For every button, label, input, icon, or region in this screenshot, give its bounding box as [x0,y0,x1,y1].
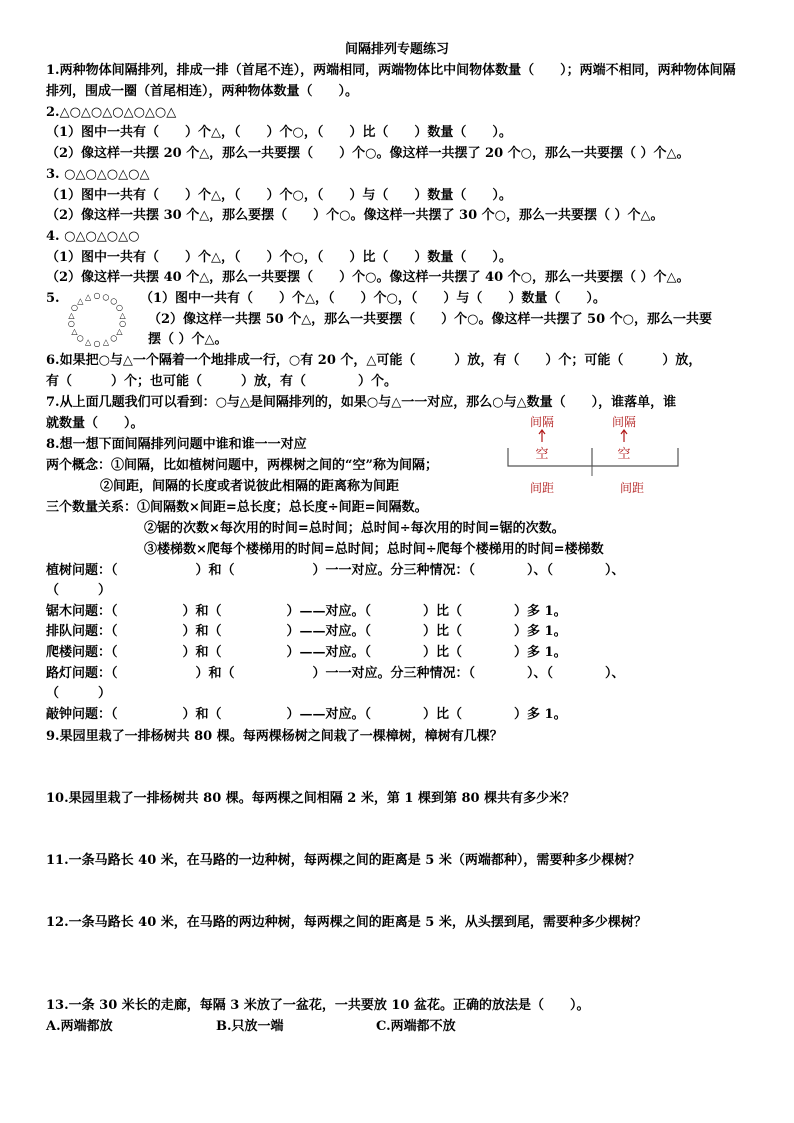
wood-sawing-row: 锯木问题：（ ）和（ ）——对应。（ ）比（ ）多 1。 [46,604,567,619]
q5-part2-line2: 摆（ ）个△。 [148,332,228,347]
q4-part2: （2）像这样一共摆 40 个△，那么一共要摆（ ）个○。像这样一共摆了 40 个○，那么一共要摆（ ）个△。 [46,270,690,285]
queue-row: 排队问题：（ ）和（ ）——对应。（ ）比（ ）多 1。 [46,624,567,639]
ring-symbol: △ [116,327,123,336]
ring-symbol: ○ [119,319,127,329]
q2-pattern: 2.△○△○△○△○△○△ [46,105,177,120]
ring-symbol: △ [71,327,78,336]
diagram-baseline [508,448,678,466]
ring-symbol: △ [85,292,92,302]
diagram-label-distance-2: 间距 [619,481,645,495]
ring-symbol: ○ [93,291,101,300]
street-light-row-cont: （ ） [46,686,112,701]
bell-ringing-row: 敲钟问题：（ ）和（ ）——对应。（ ）比（ ）多 1。 [46,707,567,722]
diagram-label-space-2: 空 [617,447,631,462]
q5-ring-figure [66,290,128,348]
q8-concept-2: ②间距，间隔的长度或者说彼此相隔的距离称为间距 [100,479,400,494]
question-9: 9.果园里栽了一排杨树共 80 棵。每两棵杨树之间栽了一棵樟树，樟树有几棵？ [46,729,503,744]
q5-part1: （1）图中一共有（ ）个△，（ ）个○，（ ）与（ ）数量（ ）。 [140,291,606,306]
q3-pattern: 3. ○△○△○△○△ [46,167,150,182]
diagram-label-distance-1: 间距 [529,481,555,495]
q3-part2: （2）像这样一共摆 30 个△，那么要摆（ ）个○。像这样一共摆了 30 个○，那么一共要摆（ ）个△。 [46,208,664,223]
ring-symbol: ○ [93,339,101,348]
interval-diagram [504,412,682,498]
ring-symbol: ○ [116,303,123,312]
street-light-row: 路灯问题：（ ）和（ ）一一对应。分三种情况：（ ）、（ ）、 [46,666,625,681]
q8-relation-1: 三个数量关系：①间隔数×间距=总长度；总长度÷间距=间隔数。 [46,500,428,515]
q8-relation-3: ③楼梯数×爬每个楼梯用的时间=总时间；总时间÷爬每个楼梯用的时间=楼梯数 [144,542,604,557]
q6-line1: 6.如果把○与△一个隔着一个地排成一行，○有 20 个，△可能（ ）放，有（ ）个；可能（ ）放， [46,353,702,368]
question-11: 11.一条马路长 40 米，在马路的一边种树，每两棵之间的距离是 5 米（两端都种），需要种多少棵树？ [46,853,641,868]
stairs-row: 爬楼问题：（ ）和（ ）——对应。（ ）比（ ）多 1。 [46,645,567,660]
ring-symbol: △ [119,310,126,320]
ring-symbol: ○ [76,333,84,343]
ring-symbol: ○ [71,303,78,312]
ring-symbol: ○ [102,292,110,302]
q7-line2: 就数量（ ）。 [46,416,144,431]
q8-heading: 8.想一想下面间隔排列问题中谁和谁一一对应 [46,437,307,452]
q2-part1: （1）图中一共有（ ）个△，（ ）个○，（ ）比（ ）数量（ ）。 [46,125,512,140]
question-13: 13.一条 30 米长的走廊，每隔 3 米放了一盆花，一共要放 10 盆花。正确的放法是（ ）。 [46,998,590,1013]
ring-symbol: △ [102,337,109,347]
q8-relation-2: ②锯的次数×每次用的时间=总时间；总时间÷每次用的时间=锯的次数。 [144,521,565,536]
q6-line2: 有（ ）个；也可能（ ）放，有（ ）个。 [46,374,398,389]
q4-pattern: 4. ○△○△○△○ [46,229,140,244]
q7-line1: 7.从上面几题我们可以看到：○与△是间隔排列的，如果○与△一一对应，那么○与△数量（ ），谁落单，谁 [46,395,677,410]
q2-part2: （2）像这样一共摆 20 个△，那么一共要摆（ ）个○。像这样一共摆了 20 个○，那么一共要摆（ ）个△。 [46,146,690,161]
diagram-label-interval-2: 间隔 [611,415,637,429]
q3-part1: （1）图中一共有（ ）个△，（ ）个○，（ ）与（ ）数量（ ）。 [46,188,512,203]
q8-concept-1: 两个概念：①间隔，比如植树问题中，两棵树之间的“空”称为间隔； [46,458,438,473]
ring-symbol: ○ [110,296,118,306]
diagram-label-space-1: 空 [535,447,549,462]
question-12: 12.一条马路长 40 米，在马路的两边种树，每两棵之间的距离是 5 米，从头摆到尾，需要种多少棵树？ [46,915,647,930]
tree-planting-row: 植树问题：（ ）和（ ）一一对应。分三种情况：（ ）、（ ）、 [46,563,625,578]
ring-symbol: △ [85,337,92,347]
option-c: C.两端都不放 [376,1019,456,1034]
diagram-label-interval-1: 间隔 [529,415,555,429]
option-b: B.只放一端 [216,1019,284,1034]
ring-symbol: △ [68,310,75,320]
q5-number: 5. [46,291,60,306]
tree-planting-row-cont: （ ） [46,583,112,598]
ring-symbol: ○ [67,319,75,329]
ring-symbol: △ [77,296,84,306]
ring-symbol: ○ [110,333,118,343]
q4-part1: （1）图中一共有（ ）个△，（ ）个○，（ ）比（ ）数量（ ）。 [46,250,512,265]
q5-part2-line1: （2）像这样一共摆 50 个△，那么一共要摆（ ）个○。像这样一共摆了 50 个○，那么一共要 [148,312,713,327]
question-1: 1.两种物体间隔排列，排成一排（首尾不连），两端相同，两端物体比中间物体数量（ ）；两端不相同，两种物体间隔排列，围成一圈（首尾相连），两种物体数量（ ）。 [46,63,736,99]
page-title: 间隔排列专题练习 [344,42,449,57]
question-10: 10.果园里栽了一排杨树共 80 棵。每两棵之间相隔 2 米，第 1 棵到第 80 棵共有多少米？ [46,791,576,806]
option-a: A.两端都放 [46,1019,113,1034]
